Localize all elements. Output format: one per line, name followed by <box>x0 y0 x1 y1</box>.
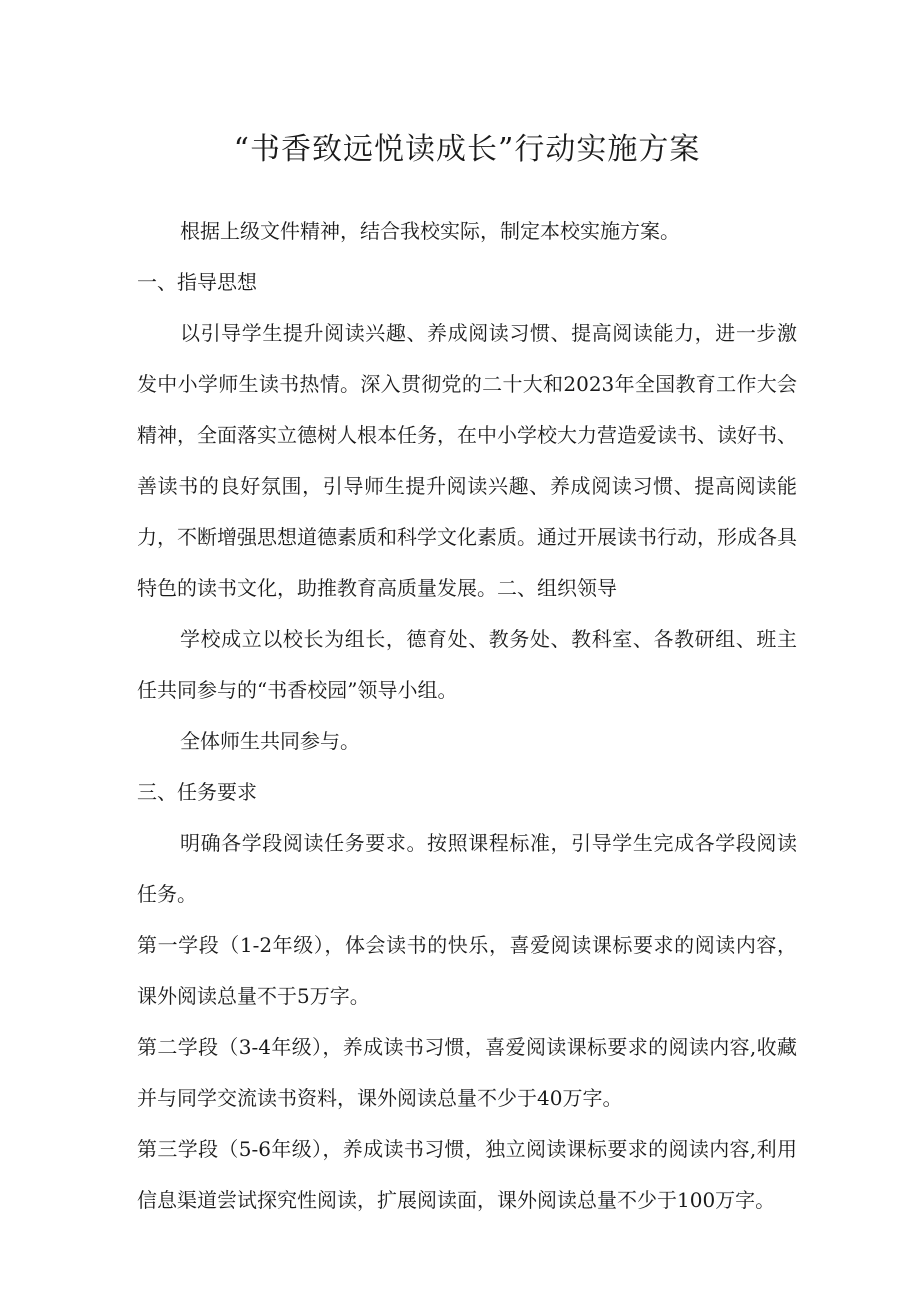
document-body <box>137 206 797 1226</box>
document-page <box>137 130 797 1226</box>
guiding-ideology-paragraph: 以引导学生提升阅读兴趣、养成阅读习惯、提高阅读能力，进一步激发中小学师生读书热情。深入贯彻党的二十大和2023年全国教育工作大会精神，全面落实立德树人根本任务，在中小学校大力营造爱读书、读好书、善读书的良好氛围，引导师生提升阅读兴趣、养成阅读习惯、提高阅读能力，不断增强思想道德素质和科学文化素质。通过开展读书行动，形成各具特色的读书文化，助推教育高质量发展。二、组织领导 <box>137 321 797 600</box>
participation-paragraph: 全体师生共同参与。 <box>180 729 360 753</box>
stage-two-paragraph: 第二学段（3-4年级），养成读书习惯，喜爱阅读课标要求的阅读内容,收藏并与同学交流读书资料，课外阅读总量不少于40万字。 <box>137 1035 797 1110</box>
stage-one-paragraph: 第一学段（1-2年级），体会读书的快乐，喜爱阅读课标要求的阅读内容，课外阅读总量不于5万字。 <box>137 933 797 1008</box>
section-heading-guiding-ideology: 一、指导思想 <box>137 270 257 294</box>
task-requirements-paragraph: 明确各学段阅读任务要求。按照课程标准，引导学生完成各学段阅读任务。 <box>137 831 797 906</box>
organization-paragraph: 学校成立以校长为组长，德育处、教务处、教科室、各教研组、班主任共同参与的“书香校园”领导小组。 <box>137 627 797 702</box>
intro-paragraph: 根据上级文件精神，结合我校实际，制定本校实施方案。 <box>180 219 680 243</box>
section-heading-task-requirements: 三、任务要求 <box>137 780 257 804</box>
document-title: “书香致远悦读成长”行动实施方案 <box>233 132 701 167</box>
stage-three-paragraph: 第三学段（5-6年级），养成读书习惯，独立阅读课标要求的阅读内容,利用信息渠道尝试探究性阅读，扩展阅读面，课外阅读总量不少于100万字。 <box>137 1137 797 1212</box>
